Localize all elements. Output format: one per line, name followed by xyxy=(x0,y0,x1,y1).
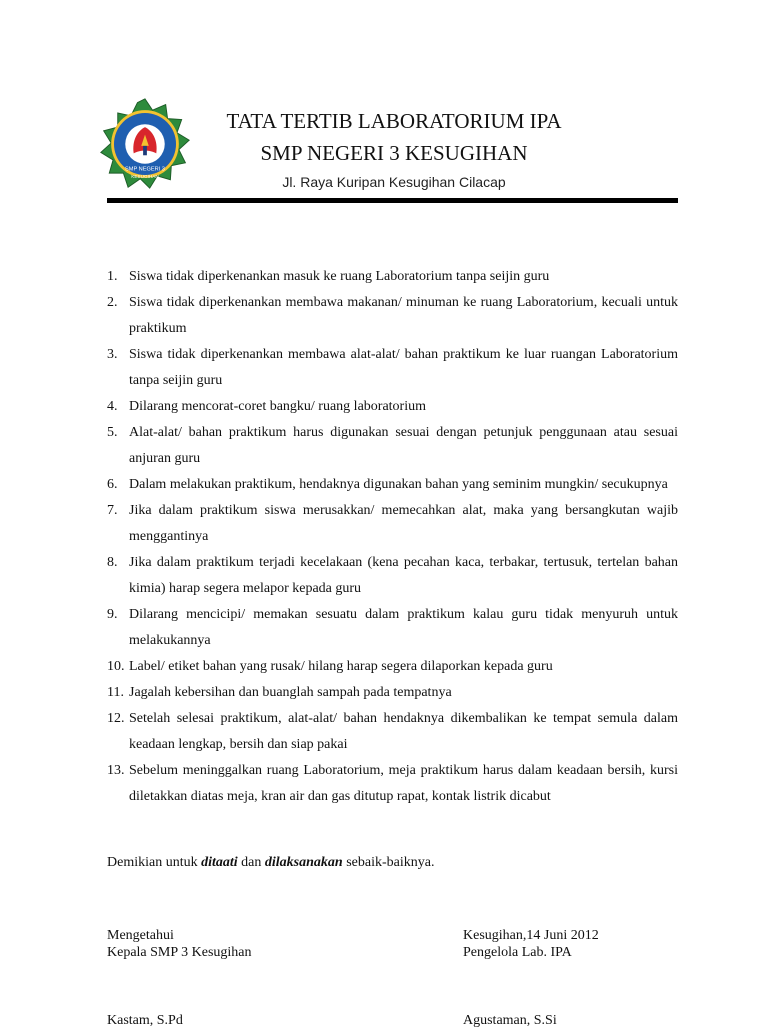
rule-number: 1. xyxy=(107,269,118,284)
rule-text: Siswa tidak diperkenankan masuk ke ruang Laboratorium tanpa seijin guru xyxy=(129,269,550,284)
rule-item xyxy=(107,394,678,420)
school-name: SMP NEGERI 3 KESUGIHAN xyxy=(260,141,528,165)
rule-number: 4. xyxy=(107,399,118,414)
rule-number: 7. xyxy=(107,503,118,518)
rules-list xyxy=(107,264,678,810)
rule-number: 6. xyxy=(107,477,118,492)
rule-number: 13. xyxy=(107,763,125,778)
rule-text: Siswa tidak diperkenankan membawa alat-alat/ bahan praktikum ke luar ruangan Laboratorium tanpa seijin guru xyxy=(129,347,678,388)
school-logo xyxy=(98,97,192,191)
svg-text:SMP NEGERI 3: SMP NEGERI 3 xyxy=(125,166,165,173)
closing-middle: dan xyxy=(237,855,265,870)
rule-number: 5. xyxy=(107,425,118,440)
rule-item xyxy=(107,706,678,758)
rule-number: 8. xyxy=(107,555,118,570)
signature-right-role: Pengelola Lab. IPA xyxy=(463,945,572,960)
rule-text: Dilarang mencorat-coret bangku/ ruang laboratorium xyxy=(129,399,426,414)
signature-right-date: Kesugihan,14 Juni 2012 xyxy=(463,928,599,943)
signature-left-label: Mengetahui xyxy=(107,928,174,943)
header-divider xyxy=(107,198,678,203)
closing-suffix: sebaik-baiknya. xyxy=(342,855,435,870)
rule-item xyxy=(107,420,678,472)
rule-text: Alat-alat/ bahan praktikum harus digunakan sesuai dengan petunjuk penggunaan atau sesuai anjuran guru xyxy=(129,425,678,466)
signature-right xyxy=(463,927,599,961)
document-title: TATA TERTIB LABORATORIUM IPA xyxy=(226,109,562,133)
closing-statement xyxy=(107,855,678,871)
rule-text: Label/ etiket bahan yang rusak/ hilang harap segera dilaporkan kepada guru xyxy=(129,659,553,674)
signature-left xyxy=(107,927,252,961)
signature-right-name: Agustaman, S.Si xyxy=(463,1013,557,1028)
closing-prefix: Demikian untuk xyxy=(107,855,202,870)
rule-text: Jagalah kebersihan dan buanglah sampah pada tempatnya xyxy=(129,685,452,700)
rule-item xyxy=(107,758,678,810)
signature-left-role: Kepala SMP 3 Kesugihan xyxy=(107,945,252,960)
rule-item xyxy=(107,654,678,680)
closing-emphasis-2: dilaksanakan xyxy=(264,855,343,870)
rule-text: Dilarang mencicipi/ memakan sesuatu dalam praktikum kalau guru tidak menyuruh untuk melakukannya xyxy=(129,607,678,648)
rule-item xyxy=(107,342,678,394)
rule-number: 9. xyxy=(107,607,118,622)
rule-item xyxy=(107,264,678,290)
rule-number: 3. xyxy=(107,347,118,362)
rule-text: Sebelum meninggalkan ruang Laboratorium, meja praktikum harus dalam keadaan bersih, kursi diletakkan diatas meja, kran air dan gas ditutup rapat, kontak listrik dicabut xyxy=(129,763,678,804)
rule-number: 10. xyxy=(107,659,125,674)
rule-text: Jika dalam praktikum siswa merusakkan/ memecahkan alat, maka yang bersangkutan wajib menggantinya xyxy=(129,503,678,544)
signature-left-name: Kastam, S.Pd xyxy=(107,1013,183,1028)
rule-number: 12. xyxy=(107,711,125,726)
rule-number: 11. xyxy=(107,685,124,700)
rule-item xyxy=(107,680,678,706)
rule-text: Siswa tidak diperkenankan membawa makanan/ minuman ke ruang Laboratorium, kecuali untuk praktikum xyxy=(129,295,678,336)
rule-item xyxy=(107,550,678,602)
rule-item xyxy=(107,602,678,654)
rule-item xyxy=(107,290,678,342)
rule-item xyxy=(107,472,678,498)
rule-number: 2. xyxy=(107,295,118,310)
school-address: Jl. Raya Kuripan Kesugihan Cilacap xyxy=(282,174,506,190)
rule-text: Setelah selesai praktikum, alat-alat/ bahan hendaknya dikembalikan ke tempat semula dalam keadaan lengkap, bersih dan siap pakai xyxy=(129,711,678,752)
rule-item xyxy=(107,498,678,550)
closing-emphasis-1: ditaati xyxy=(201,855,238,870)
rule-text: Jika dalam praktikum terjadi kecelakaan (kena pecahan kaca, terbakar, tertusuk, tertelan bahan kimia) harap segera melapor kepada guru xyxy=(129,555,678,596)
rule-text: Dalam melakukan praktikum, hendaknya digunakan bahan yang seminim mungkin/ secukupnya xyxy=(129,477,668,492)
svg-text:KESUGIHAN: KESUGIHAN xyxy=(131,173,159,179)
